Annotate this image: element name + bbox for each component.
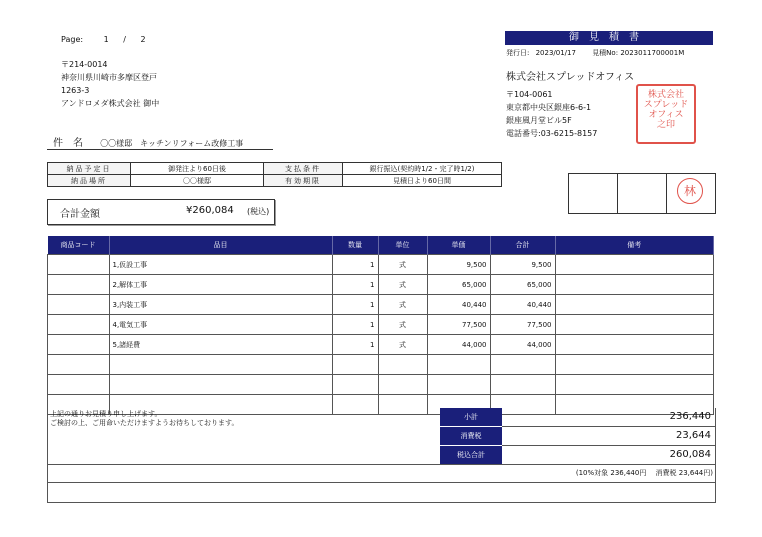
col-header-code: 商品コード	[48, 236, 110, 255]
cell-price: 9,500	[427, 255, 490, 275]
recipient-address-1: 神奈川県川崎市多摩区登戸	[61, 73, 157, 82]
page-label: Page:	[61, 35, 84, 44]
note-text	[50, 410, 238, 428]
cell-item: 3,内装工事	[109, 295, 332, 315]
cell-unit: 式	[378, 295, 427, 315]
subject-value: 〇〇様邸 キッチンリフォーム改修工事	[100, 139, 244, 148]
company-seal-stamp: 株式会社 スプレッド オフィス 之印	[636, 84, 696, 144]
cell-amount	[490, 355, 555, 375]
cell-price	[427, 375, 490, 395]
page-indicator	[61, 35, 146, 44]
cell-qty	[332, 355, 378, 375]
info-row	[48, 163, 502, 175]
sender-block	[506, 68, 634, 140]
cell-price: 77,500	[427, 315, 490, 335]
cell-qty: 1	[332, 255, 378, 275]
info-value: 〇〇様邸	[131, 175, 264, 187]
total-amount-box	[47, 199, 275, 225]
cell-unit: 式	[378, 255, 427, 275]
grand-total-value: 260,084	[669, 449, 711, 460]
stamp-cell	[618, 174, 667, 213]
cell-remarks	[555, 315, 714, 335]
cell-item: 4,電気工事	[109, 315, 332, 335]
page-current: 1	[103, 35, 109, 44]
cell-code	[48, 355, 110, 375]
issue-meta	[506, 48, 684, 58]
sender-tel: 電話番号:03-6215-8157	[506, 129, 598, 138]
delivery-info-table	[47, 162, 502, 187]
col-header-qty: 数量	[332, 236, 378, 255]
info-label: 有効期限	[264, 175, 343, 187]
items-header-row	[48, 236, 714, 255]
cell-price: 40,440	[427, 295, 490, 315]
page-sep: /	[123, 35, 126, 44]
recipient-address-2: 1263-3	[61, 86, 90, 95]
table-row	[48, 375, 714, 395]
cell-remarks	[555, 255, 714, 275]
issue-date: 2023/01/17	[535, 49, 576, 57]
cell-unit: 式	[378, 275, 427, 295]
issue-date-label: 発行日:	[506, 49, 530, 57]
note-line-1: 上記の通りお見積り申し上げます。	[50, 410, 162, 418]
cell-code	[48, 255, 110, 275]
quote-no-label: 見積No:	[592, 49, 619, 57]
cell-price: 44,000	[427, 335, 490, 355]
col-header-unit: 単位	[378, 236, 427, 255]
cell-unit	[378, 355, 427, 375]
subject-line	[47, 134, 273, 150]
cell-amount: 9,500	[490, 255, 555, 275]
sender-zip: 〒104-0061	[506, 90, 553, 99]
cell-qty	[332, 375, 378, 395]
tax-label: 消費税	[440, 427, 502, 445]
table-row	[48, 315, 714, 335]
table-row	[48, 295, 714, 315]
cell-remarks	[555, 335, 714, 355]
quote-no: 2023011700001M	[620, 49, 685, 57]
info-value: 見積日より60日間	[343, 175, 502, 187]
cell-qty: 1	[332, 275, 378, 295]
breakdown-area	[47, 464, 716, 503]
table-row	[48, 275, 714, 295]
cell-qty: 1	[332, 295, 378, 315]
summary-area	[47, 408, 716, 465]
cell-unit: 式	[378, 335, 427, 355]
cell-price	[427, 355, 490, 375]
cell-item: 1,仮設工事	[109, 255, 332, 275]
total-amount-label: 合計金額	[60, 209, 100, 220]
recipient-block	[61, 58, 159, 110]
cell-qty: 1	[332, 335, 378, 355]
cell-code	[48, 335, 110, 355]
recipient-name: アンドロメダ株式会社 御中	[61, 99, 160, 108]
cell-price: 65,000	[427, 275, 490, 295]
cell-amount	[490, 375, 555, 395]
cell-amount: 77,500	[490, 315, 555, 335]
sender-address-2: 銀座風月堂ビル5F	[506, 116, 572, 125]
note-line-2: ご検討の上、ご用命いただけますようお待ちしております。	[50, 419, 239, 427]
cell-unit: 式	[378, 315, 427, 335]
cell-amount: 44,000	[490, 335, 555, 355]
tax-value: 23,644	[502, 427, 715, 446]
cell-remarks	[555, 355, 714, 375]
cell-unit	[378, 375, 427, 395]
info-value: 御発注より60日後	[131, 163, 264, 175]
col-header-amount: 合計	[490, 236, 555, 255]
table-row	[48, 255, 714, 275]
stamp-cell	[569, 174, 618, 213]
page-total: 2	[140, 35, 146, 44]
cell-code	[48, 375, 110, 395]
sender-company: 株式会社スプレッドオフィス	[506, 72, 635, 83]
info-label: 納品場所	[48, 175, 131, 187]
tax-breakdown: (10%対象 236,440円 消費税 23,644円)	[575, 469, 713, 477]
col-header-remarks: 備考	[555, 236, 714, 255]
cell-qty: 1	[332, 315, 378, 335]
cell-item: 2,解体工事	[109, 275, 332, 295]
document-title: 御見積書	[505, 31, 713, 45]
info-label: 支払条件	[264, 163, 343, 175]
col-header-price: 単価	[427, 236, 490, 255]
cell-remarks	[555, 295, 714, 315]
cell-item	[109, 375, 332, 395]
cell-code	[48, 275, 110, 295]
cell-item	[109, 355, 332, 375]
total-amount-tax: (税込)	[247, 207, 270, 216]
table-row	[48, 355, 714, 375]
info-value: 銀行振込(契約時1/2・完了時1/2)	[343, 163, 502, 175]
cell-remarks	[555, 275, 714, 295]
personal-seal-stamp: 林	[677, 178, 703, 204]
recipient-zip: 〒214-0014	[61, 60, 108, 69]
cell-amount: 40,440	[490, 295, 555, 315]
col-header-item: 品目	[109, 236, 332, 255]
sender-address-1: 東京都中央区銀座6-6-1	[506, 103, 592, 112]
info-row	[48, 175, 502, 187]
subtotal-label: 小計	[440, 408, 502, 426]
subject-label: 件 名	[53, 138, 83, 149]
items-table	[47, 236, 714, 415]
info-label: 納品予定日	[48, 163, 131, 175]
cell-amount: 65,000	[490, 275, 555, 295]
cell-remarks	[555, 375, 714, 395]
grand-total-label: 税込合計	[440, 446, 502, 464]
cell-item: 5,諸経費	[109, 335, 332, 355]
table-row	[48, 335, 714, 355]
subtotal-value: 236,440	[502, 408, 715, 427]
cell-code	[48, 295, 110, 315]
total-amount-value: ¥260,084	[186, 205, 234, 216]
divider	[48, 482, 715, 483]
cell-code	[48, 315, 110, 335]
